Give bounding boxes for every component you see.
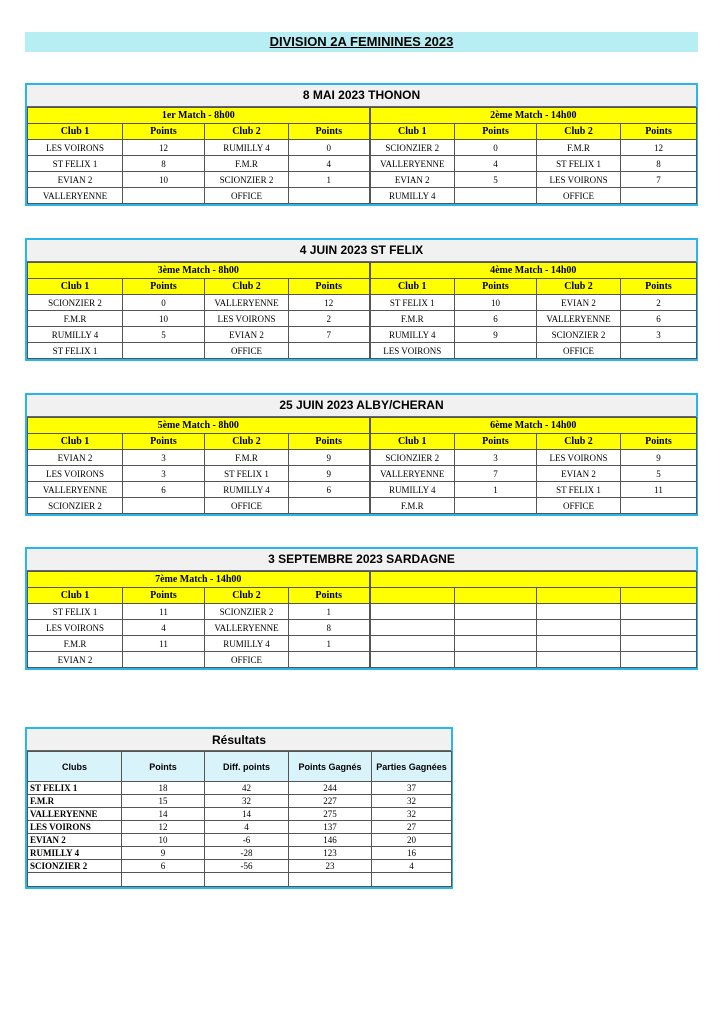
points-cell: 9 xyxy=(455,327,537,343)
club-cell: RUMILLY 4 xyxy=(28,327,123,343)
column-header: Points xyxy=(289,434,370,450)
points-cell: 6 xyxy=(455,311,537,327)
results-row xyxy=(28,860,452,873)
club-cell: LES VOIRONS xyxy=(537,450,621,466)
column-header: Points xyxy=(455,124,537,140)
points-cell xyxy=(455,604,537,620)
column-header: Club 1 xyxy=(28,279,123,295)
points-cell: 10 xyxy=(455,295,537,311)
empty-cell xyxy=(122,873,205,887)
club-cell: SCIONZIER 2 xyxy=(205,604,289,620)
stat-cell: 244 xyxy=(289,782,372,795)
points-cell: 12 xyxy=(621,140,697,156)
club-cell: LES VOIRONS xyxy=(370,343,455,359)
points-cell: 7 xyxy=(289,327,370,343)
match-row xyxy=(28,450,697,466)
results-column-header: Points xyxy=(122,752,205,782)
club-cell: F.M.R xyxy=(28,636,123,652)
stat-cell: -6 xyxy=(205,834,289,847)
club-cell: LES VOIRONS xyxy=(537,172,621,188)
match-row xyxy=(28,498,697,514)
empty-header xyxy=(621,588,697,604)
points-cell: 5 xyxy=(621,466,697,482)
club-cell: RUMILLY 4 xyxy=(370,482,455,498)
club-cell xyxy=(537,604,621,620)
column-header: Points xyxy=(289,279,370,295)
points-cell xyxy=(123,498,205,514)
column-header: Points xyxy=(123,124,205,140)
column-header: Points xyxy=(123,279,205,295)
match-row xyxy=(28,620,697,636)
club-cell: F.M.R xyxy=(205,156,289,172)
column-header: Points xyxy=(455,434,537,450)
stat-cell: 23 xyxy=(289,860,372,873)
match-label: 2ème Match - 14h00 xyxy=(370,108,697,124)
club-cell: ST FELIX 1 xyxy=(28,343,123,359)
match-row xyxy=(28,311,697,327)
block-date-title: 25 JUIN 2023 ALBY/CHERAN xyxy=(27,395,696,417)
match-row xyxy=(28,652,697,668)
block-date-title: 4 JUIN 2023 ST FELIX xyxy=(27,240,696,262)
column-header: Club 2 xyxy=(537,279,621,295)
stat-cell: 275 xyxy=(289,808,372,821)
page-title xyxy=(25,32,698,52)
schedule-block xyxy=(25,393,698,516)
points-cell: 4 xyxy=(123,620,205,636)
club-cell: RUMILLY 4 xyxy=(205,636,289,652)
empty-header xyxy=(370,588,455,604)
column-header: Club 1 xyxy=(370,279,455,295)
page-title-text: DIVISION 2A FEMININES 2023 xyxy=(269,34,454,49)
points-cell xyxy=(455,652,537,668)
points-cell xyxy=(455,343,537,359)
club-cell: SCIONZIER 2 xyxy=(28,295,123,311)
schedule-table xyxy=(27,262,697,359)
points-cell: 10 xyxy=(123,172,205,188)
points-cell: 9 xyxy=(621,450,697,466)
points-cell: 12 xyxy=(123,140,205,156)
points-cell: 11 xyxy=(123,604,205,620)
stat-cell: 4 xyxy=(372,860,452,873)
club-cell: SCIONZIER 2 xyxy=(370,140,455,156)
club-cell: OFFICE xyxy=(205,188,289,204)
column-header: Points xyxy=(621,124,697,140)
points-cell: 3 xyxy=(621,327,697,343)
points-cell: 0 xyxy=(455,140,537,156)
club-cell: OFFICE xyxy=(205,498,289,514)
points-cell xyxy=(289,652,370,668)
column-header: Points xyxy=(123,588,205,604)
points-cell: 12 xyxy=(289,295,370,311)
points-cell: 4 xyxy=(289,156,370,172)
stat-cell: 27 xyxy=(372,821,452,834)
column-header: Club 1 xyxy=(28,588,123,604)
column-header: Club 2 xyxy=(205,279,289,295)
match-label: 4ème Match - 14h00 xyxy=(370,263,697,279)
column-header: Club 2 xyxy=(205,588,289,604)
match-row xyxy=(28,482,697,498)
points-cell xyxy=(621,652,697,668)
stat-cell: 37 xyxy=(372,782,452,795)
stat-cell: -56 xyxy=(205,860,289,873)
column-header: Club 2 xyxy=(205,434,289,450)
points-cell: 2 xyxy=(289,311,370,327)
empty-cell xyxy=(205,873,289,887)
results-title: Résultats xyxy=(27,729,451,751)
club-name: ST FELIX 1 xyxy=(28,782,122,795)
club-name: F.M.R xyxy=(28,795,122,808)
column-header: Points xyxy=(289,588,370,604)
club-cell: LES VOIRONS xyxy=(28,466,123,482)
match-row xyxy=(28,466,697,482)
results-row xyxy=(28,834,452,847)
club-cell: VALLERYENNE xyxy=(205,295,289,311)
points-cell xyxy=(621,636,697,652)
stat-cell: -28 xyxy=(205,847,289,860)
points-cell: 6 xyxy=(289,482,370,498)
club-cell: RUMILLY 4 xyxy=(205,482,289,498)
match-row xyxy=(28,604,697,620)
match-row xyxy=(28,140,697,156)
points-cell: 11 xyxy=(621,482,697,498)
empty-header xyxy=(455,588,537,604)
column-header: Club 1 xyxy=(370,124,455,140)
results-row xyxy=(28,808,452,821)
club-cell: EVIAN 2 xyxy=(370,172,455,188)
column-header: Club 1 xyxy=(28,124,123,140)
schedule-table xyxy=(27,107,697,204)
column-header: Points xyxy=(289,124,370,140)
match-row xyxy=(28,188,697,204)
club-name: RUMILLY 4 xyxy=(28,847,122,860)
points-cell: 7 xyxy=(621,172,697,188)
match-row xyxy=(28,295,697,311)
club-cell: LES VOIRONS xyxy=(205,311,289,327)
stat-cell: 32 xyxy=(372,808,452,821)
club-cell xyxy=(370,652,455,668)
points-cell: 8 xyxy=(123,156,205,172)
points-cell: 1 xyxy=(289,172,370,188)
club-cell xyxy=(537,620,621,636)
stat-cell: 146 xyxy=(289,834,372,847)
points-cell: 7 xyxy=(455,466,537,482)
club-cell: OFFICE xyxy=(205,343,289,359)
results-column-header: Diff. points xyxy=(205,752,289,782)
points-cell: 3 xyxy=(123,466,205,482)
club-cell: F.M.R xyxy=(370,311,455,327)
points-cell: 3 xyxy=(455,450,537,466)
points-cell xyxy=(455,498,537,514)
points-cell xyxy=(455,620,537,636)
club-cell xyxy=(537,652,621,668)
empty-cell xyxy=(372,873,452,887)
stat-cell: 42 xyxy=(205,782,289,795)
schedule-table xyxy=(27,417,697,514)
empty-cell xyxy=(289,873,372,887)
schedule-block xyxy=(25,238,698,361)
points-cell: 9 xyxy=(289,450,370,466)
club-cell: LES VOIRONS xyxy=(28,140,123,156)
club-cell: VALLERYENNE xyxy=(370,466,455,482)
match-row xyxy=(28,172,697,188)
match-row xyxy=(28,636,697,652)
column-header: Club 2 xyxy=(205,124,289,140)
stat-cell: 14 xyxy=(122,808,205,821)
match-label: 3ème Match - 8h00 xyxy=(28,263,370,279)
stat-cell: 4 xyxy=(205,821,289,834)
match-row xyxy=(28,327,697,343)
club-cell: EVIAN 2 xyxy=(537,295,621,311)
club-cell: F.M.R xyxy=(370,498,455,514)
column-header: Points xyxy=(621,279,697,295)
club-cell: RUMILLY 4 xyxy=(205,140,289,156)
club-cell: F.M.R xyxy=(28,311,123,327)
club-cell: EVIAN 2 xyxy=(537,466,621,482)
club-name: EVIAN 2 xyxy=(28,834,122,847)
results-column-header: Parties Gagnées xyxy=(372,752,452,782)
results-row xyxy=(28,782,452,795)
points-cell: 4 xyxy=(455,156,537,172)
points-cell: 5 xyxy=(455,172,537,188)
schedule-block xyxy=(25,83,698,206)
match-label: 1er Match - 8h00 xyxy=(28,108,370,124)
club-cell: RUMILLY 4 xyxy=(370,188,455,204)
column-header: Club 2 xyxy=(537,434,621,450)
stat-cell: 14 xyxy=(205,808,289,821)
club-name: LES VOIRONS xyxy=(28,821,122,834)
results-column-header: Clubs xyxy=(28,752,122,782)
results-row xyxy=(28,795,452,808)
stat-cell: 16 xyxy=(372,847,452,860)
club-cell xyxy=(537,636,621,652)
empty-cell xyxy=(28,873,122,887)
points-cell: 0 xyxy=(289,140,370,156)
points-cell: 1 xyxy=(289,636,370,652)
points-cell xyxy=(621,604,697,620)
results-row xyxy=(28,821,452,834)
club-name: VALLERYENNE xyxy=(28,808,122,821)
club-cell xyxy=(370,604,455,620)
stat-cell: 18 xyxy=(122,782,205,795)
column-header: Points xyxy=(123,434,205,450)
points-cell xyxy=(621,343,697,359)
club-cell: ST FELIX 1 xyxy=(28,156,123,172)
stat-cell: 10 xyxy=(122,834,205,847)
schedule-block xyxy=(25,547,698,670)
club-cell: EVIAN 2 xyxy=(28,652,123,668)
column-header: Points xyxy=(621,434,697,450)
stat-cell: 12 xyxy=(122,821,205,834)
column-header: Club 1 xyxy=(370,434,455,450)
points-cell xyxy=(621,498,697,514)
points-cell: 9 xyxy=(289,466,370,482)
results-column-header: Points Gagnés xyxy=(289,752,372,782)
club-cell: OFFICE xyxy=(537,343,621,359)
points-cell: 8 xyxy=(289,620,370,636)
club-cell: RUMILLY 4 xyxy=(370,327,455,343)
stat-cell: 15 xyxy=(122,795,205,808)
club-cell: VALLERYENNE xyxy=(28,188,123,204)
stat-cell: 20 xyxy=(372,834,452,847)
club-cell xyxy=(370,636,455,652)
stat-cell: 6 xyxy=(122,860,205,873)
club-cell: SCIONZIER 2 xyxy=(537,327,621,343)
club-cell: LES VOIRONS xyxy=(28,620,123,636)
club-cell: VALLERYENNE xyxy=(370,156,455,172)
points-cell: 11 xyxy=(123,636,205,652)
results-panel xyxy=(25,727,453,889)
club-name: SCIONZIER 2 xyxy=(28,860,122,873)
club-cell: SCIONZIER 2 xyxy=(370,450,455,466)
club-cell: VALLERYENNE xyxy=(205,620,289,636)
points-cell xyxy=(455,636,537,652)
points-cell xyxy=(455,188,537,204)
results-table xyxy=(27,751,452,887)
club-cell: EVIAN 2 xyxy=(28,172,123,188)
club-cell: ST FELIX 1 xyxy=(205,466,289,482)
club-cell: EVIAN 2 xyxy=(28,450,123,466)
points-cell xyxy=(289,188,370,204)
club-cell: ST FELIX 1 xyxy=(28,604,123,620)
club-cell: OFFICE xyxy=(537,188,621,204)
club-cell: ST FELIX 1 xyxy=(370,295,455,311)
empty-header xyxy=(537,588,621,604)
club-cell: ST FELIX 1 xyxy=(537,482,621,498)
points-cell: 3 xyxy=(123,450,205,466)
club-cell: F.M.R xyxy=(205,450,289,466)
points-cell xyxy=(289,498,370,514)
column-header: Club 1 xyxy=(28,434,123,450)
points-cell xyxy=(123,652,205,668)
club-cell: SCIONZIER 2 xyxy=(28,498,123,514)
points-cell: 6 xyxy=(123,482,205,498)
schedule-table xyxy=(27,571,697,668)
match-row xyxy=(28,343,697,359)
match-row xyxy=(28,156,697,172)
stat-cell: 137 xyxy=(289,821,372,834)
stat-cell: 32 xyxy=(205,795,289,808)
results-row xyxy=(28,847,452,860)
points-cell: 2 xyxy=(621,295,697,311)
match-label: 6ème Match - 14h00 xyxy=(370,418,697,434)
club-cell: F.M.R xyxy=(537,140,621,156)
stat-cell: 123 xyxy=(289,847,372,860)
points-cell xyxy=(621,188,697,204)
points-cell xyxy=(123,188,205,204)
match-label: 7ème Match - 14h00 xyxy=(28,572,370,588)
points-cell: 1 xyxy=(455,482,537,498)
club-cell xyxy=(370,620,455,636)
column-header: Points xyxy=(455,279,537,295)
points-cell: 1 xyxy=(289,604,370,620)
points-cell: 10 xyxy=(123,311,205,327)
club-cell: VALLERYENNE xyxy=(537,311,621,327)
points-cell xyxy=(621,620,697,636)
club-cell: VALLERYENNE xyxy=(28,482,123,498)
club-cell: ST FELIX 1 xyxy=(537,156,621,172)
points-cell xyxy=(123,343,205,359)
points-cell xyxy=(289,343,370,359)
points-cell: 5 xyxy=(123,327,205,343)
club-cell: OFFICE xyxy=(205,652,289,668)
points-cell: 0 xyxy=(123,295,205,311)
club-cell: SCIONZIER 2 xyxy=(205,172,289,188)
stat-cell: 227 xyxy=(289,795,372,808)
column-header: Club 2 xyxy=(537,124,621,140)
club-cell: OFFICE xyxy=(537,498,621,514)
club-cell: EVIAN 2 xyxy=(205,327,289,343)
match-label xyxy=(370,572,697,588)
match-label: 5ème Match - 8h00 xyxy=(28,418,370,434)
block-date-title: 8 MAI 2023 THONON xyxy=(27,85,696,107)
block-date-title: 3 SEPTEMBRE 2023 SARDAGNE xyxy=(27,549,696,571)
points-cell: 6 xyxy=(621,311,697,327)
stat-cell: 32 xyxy=(372,795,452,808)
points-cell: 8 xyxy=(621,156,697,172)
stat-cell: 9 xyxy=(122,847,205,860)
